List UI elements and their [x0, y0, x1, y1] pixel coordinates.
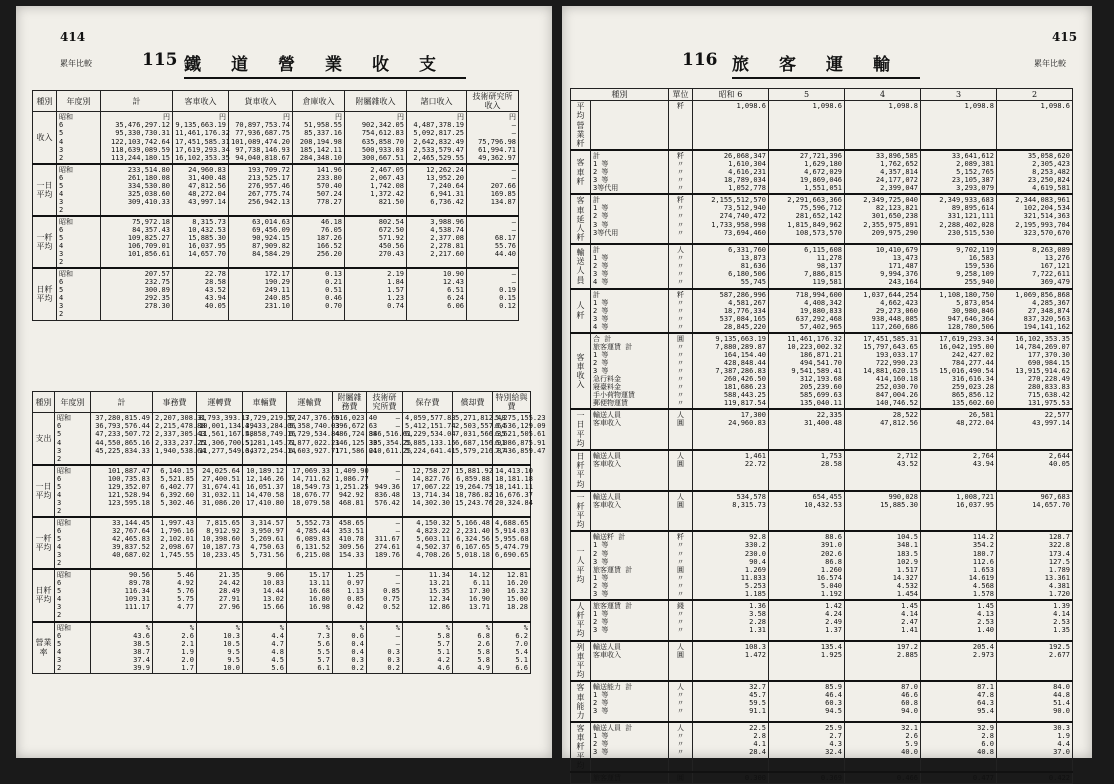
unit-cell: 粁 〃 〃 〃 〃	[669, 289, 693, 333]
passenger-cell: 26,581 48,272.04	[921, 409, 997, 450]
passenger-row	[571, 244, 1073, 288]
expense-cell: 24,025.64 27,400.51 31,674.41 31,032.11 31,086.20	[197, 465, 243, 517]
passenger-cell: 2,349,725,040 82,123,821 301,650,238 2,355,975,891 209,975,290	[845, 194, 921, 244]
expense-cell: 14.12 6.11 17.30 16.90 13.71	[453, 569, 493, 621]
passenger-cell: 84.0 44.8 51.4 90.0	[997, 681, 1073, 722]
expense-cell: 5,166.48 2,231.40 6,324.56 6,167.65 5,018.18	[453, 517, 493, 569]
passenger-row	[571, 450, 1073, 491]
revenue-col-header: 種別	[33, 91, 57, 112]
passenger-cell: 205.4 2.973	[921, 641, 997, 682]
passenger-row	[571, 101, 1073, 150]
table-title-right: 旅客運輸	[732, 50, 920, 79]
passenger-cell: 32.1 2.6 5.9 40.0	[845, 722, 921, 772]
revenue-col-header: 附屬雜收入	[345, 91, 407, 112]
expense-cell: 2,207,308.31 2,215,478.88 2,337,305.43 2,333,237.25 1,940,538.64	[153, 413, 197, 465]
expense-col-header: 事務費	[153, 392, 197, 413]
expense-cell: 12,758.27 14,827.76 17,067.22 13,714.34 14,302.30	[403, 465, 453, 517]
passenger-row-label: 平均營業粁	[571, 101, 591, 150]
passenger-cell: 22,335 31,400.48	[769, 409, 845, 450]
revenue-col-header: 技術研究所收入	[467, 91, 519, 112]
expense-group-row	[33, 413, 531, 465]
expense-group-label: 一日平均	[33, 465, 55, 517]
expense-cell: 6,247,376.60 5,358,740.03 6,729,534.84 6,877,022.21 6,603,927.71	[287, 413, 333, 465]
passenger-cell: 92.8 330.2 230.0 90.4 1.269 11.833 5.253 1.185	[693, 531, 769, 599]
passenger-cell: 6,331,760 13,873 81,636 6,180,506 55,745	[693, 244, 769, 288]
revenue-col-header: 客車收入	[173, 91, 229, 112]
passenger-cell: 87.0 46.6 60.8 94.0	[845, 681, 921, 722]
expense-cell: 458.65 353.51 410.78 309.56 154.33	[333, 517, 367, 569]
expense-cell: % 10.3 10.5 9.5 9.5 10.0	[197, 622, 243, 674]
passenger-row-label: 客車粁平均	[571, 722, 591, 772]
passenger-cell: 0.477	[921, 772, 997, 784]
unit-cell: 圓 〃 〃 〃 〃 〃 〃 〃 〃	[669, 333, 693, 409]
passenger-cell: 10,410,679 13,473 171,487 9,994,376 243,164	[845, 244, 921, 288]
passenger-col-header: 2	[997, 89, 1073, 101]
passenger-row-sublabels: 計 1 等 2 等 3 等 4 等	[591, 244, 669, 288]
expense-cell: 17,069.33 14,711.62 18,549.73 18,676.77 18,079.58	[287, 465, 333, 517]
passenger-cell: 2,349,933,683 89,895,614 331,121,111 2,288,402,028 230,515,530	[921, 194, 997, 244]
passenger-col-header: 4	[845, 89, 921, 101]
passenger-cell: 32.9 2.8 6.0 40.8	[921, 722, 997, 772]
compare-label-right: 累年比較	[1034, 59, 1066, 68]
expense-cell: 516,023.40 396,672.63 486,724.88 346,125.33 171,586.04	[333, 413, 367, 465]
revenue-cell: 207.57 232.75 300.89 292.35 278.30	[101, 268, 173, 320]
expense-cell: 14,413.10 18,181.18 18,141.11 16,676.37 20,324.84	[493, 465, 531, 517]
passenger-cell: 1.36 3.58 2.28 1.31	[693, 600, 769, 641]
expense-col-header: 車輛費	[243, 392, 287, 413]
passenger-row-label	[571, 772, 591, 784]
expense-col-header: 計	[91, 392, 153, 413]
expense-col-header: 償却費	[453, 392, 493, 413]
revenue-cell: 円 4,487,378.19 5,092,817.25 2,642,832.49 2,533,579.47 2,465,529.55	[407, 112, 467, 164]
passenger-row-label: 客車延人粁	[571, 194, 591, 244]
passenger-row	[571, 333, 1073, 409]
expense-group-label: 日粁平均	[33, 569, 55, 621]
table-title-left: 鐵道營業收支	[184, 50, 466, 79]
revenue-cell: 141.96 233.80 570.40 507.24 778.27	[293, 164, 345, 216]
passenger-cell: 1,098.8	[921, 101, 997, 150]
passenger-row	[571, 681, 1073, 722]
revenue-col-header: 倉庫收入	[293, 91, 345, 112]
expense-cell: % 43.6 38.5 38.7 37.4 39.9	[91, 622, 153, 674]
expense-group-row	[33, 517, 531, 569]
fiscal-years: 昭和 6 5 4 3 2	[55, 517, 91, 569]
passenger-row	[571, 289, 1073, 333]
expense-cell: % — — 0.3 0.3 0.2	[367, 622, 403, 674]
passenger-cell: 85.9 46.4 60.3 94.5	[769, 681, 845, 722]
passenger-cell: 135.4 1.925	[769, 641, 845, 682]
revenue-group-label: 收入	[33, 112, 57, 164]
fiscal-years: 昭和 6 5 4 3 2	[57, 112, 101, 164]
expense-cell: 33,144.45 32,767.64 42,465.83 39,837.52 40,687.02	[91, 517, 153, 569]
revenue-cell: 172.17 190.29 249.11 240.85 231.10	[229, 268, 293, 320]
passenger-cell: 0.369	[769, 772, 845, 784]
passenger-cell: 87.1 47.8 64.3 95.4	[921, 681, 997, 722]
passenger-cell: 6,115,608 11,278 98,137 7,886,815 119,581	[769, 244, 845, 288]
passenger-cell: 1,037,644,254 4,662,423 29,273,060 938,448,085 117,260,686	[845, 289, 921, 333]
expense-group-label: 一粁平均	[33, 517, 55, 569]
expense-col-header: 年度別	[55, 392, 91, 413]
expense-cell: 10,189.12 12,146.26 16,051.37 14,470.58 17,410.80	[243, 465, 287, 517]
passenger-row-sublabels: 輸送人員 計 1 等 2 等 3 等	[591, 722, 669, 772]
passenger-cell: 990,028 15,885.30	[845, 491, 921, 532]
expense-cell: % 0.6 0.4 0.4 0.3 0.2	[333, 622, 367, 674]
expense-cell: 37,280,815.49 36,793,576.44 47,233,507.72 44,550,865.16 45,225,834.33	[91, 413, 153, 465]
expense-col-header: 種別	[33, 392, 55, 413]
unit-cell: 粁 〃 〃 〃 〃	[669, 194, 693, 244]
expense-cell: 21.35 24.42 28.49 27.91 27.96	[197, 569, 243, 621]
expense-col-header: 保存費	[403, 392, 453, 413]
revenue-cell: 193,709.72 213,525.17 276,957.46 267,775.74 256,942.13	[229, 164, 293, 216]
passenger-row	[571, 531, 1073, 599]
passenger-cell: 17,300 24,960.83	[693, 409, 769, 450]
revenue-cell: 24,960.83 31,400.48 47,812.56 48,272.04 43,997.14	[173, 164, 229, 216]
page-number-left: 414	[60, 30, 86, 44]
passenger-row-sublabels: 計 1 等 2 等 3 等 3等代用	[591, 194, 669, 244]
expense-group-row	[33, 465, 531, 517]
passenger-cell: 967,683 14,657.70	[997, 491, 1073, 532]
passenger-cell: 22,577 43,997.14	[997, 409, 1073, 450]
revenue-cell: 46.18 76.05 187.26 166.52 256.20	[293, 216, 345, 268]
unit-cell: 粁 〃 〃 〃 圓 〃 〃 〃	[669, 531, 693, 599]
passenger-row	[571, 600, 1073, 641]
passenger-cell: 88.6 391.0 202.6 86.8 1.260 16.574 5.040 1.192	[769, 531, 845, 599]
passenger-cell: 2,764 43.94	[921, 450, 997, 491]
expense-cell: % 5.8 5.7 5.1 4.2 4.6	[403, 622, 453, 674]
revenue-cell: 802.54 672.50 571.92 450.56 270.43	[345, 216, 407, 268]
passenger-cell: 192.5 2.677	[997, 641, 1073, 682]
expense-cell: 4,059,577.83 5,412,151.74 6,229,534.04 5,885,133.15 5,224,641.41	[403, 413, 453, 465]
unit-cell: 人 圓	[669, 409, 693, 450]
passenger-cell: 9,702,119 16,583 159,536 9,258,109 255,940	[921, 244, 997, 288]
expense-cell: — — 0.85 0.75 0.52	[367, 569, 403, 621]
passenger-row-sublabels: 輸送人員 客車收入	[591, 450, 669, 491]
passenger-row-sublabels: 計 1 等 2 等 3 等 4 等	[591, 289, 669, 333]
passenger-cell: 1,753 28.58	[769, 450, 845, 491]
passenger-row-sublabels: 輸送人員 客車收入	[591, 409, 669, 450]
passenger-cell: 1.45 4.14 2.47 1.41	[845, 600, 921, 641]
expense-cell: 1.25 0.97 1.13 0.85 0.42	[333, 569, 367, 621]
passenger-row	[571, 409, 1073, 450]
expense-col-header: 技術研究所費	[367, 392, 403, 413]
passenger-cell: 1,069,856,868 4,285,367 27,348,874 837,320,563 194,141,162	[997, 289, 1073, 333]
revenue-cell: 円 35,476,297.12 95,330,730.31 122,103,742.64 118,639,089.59 113,244,180.15	[101, 112, 173, 164]
passenger-cell: 11,461,176.32 10,223,002.32 186,871.21 494,541.70 9,541,589.41 312,193.68 205,239.60 585,699.63 135,040.11	[769, 333, 845, 409]
passenger-cell: 1,098.6	[693, 101, 769, 150]
passenger-cell: 108.3 1.472	[693, 641, 769, 682]
passenger-row-label: 一日平均	[571, 409, 591, 450]
expense-col-header: 附屬雜務費	[333, 392, 367, 413]
passenger-cell: 1.45 4.13 2.53 1.40	[921, 600, 997, 641]
fiscal-years: 昭和 6 5 4 3 2	[55, 569, 91, 621]
expense-cell: 101,887.47 100,735.83 129,352.07 121,528.94 123,595.18	[91, 465, 153, 517]
revenue-cell: — — 0.19 0.15 0.12	[467, 268, 519, 320]
expense-cell: 5,271,812.48 2,503,557.64 7,031,566.35 6,687,156.91 5,579,216.87	[453, 413, 493, 465]
expense-cell: 7,815.65 8,912.92 10,398.60 10,187.73 10,233.45	[197, 517, 243, 569]
passenger-cell: 0.422	[997, 772, 1073, 784]
unit-cell: 人 圓	[669, 491, 693, 532]
passenger-cell: 22.5 2.8 4.1 28.4	[693, 722, 769, 772]
passenger-cell: 1,098.6	[769, 101, 845, 150]
passenger-row	[571, 722, 1073, 772]
passenger-cell: 114.2 354.2 180.7 112.6 1.653 14.619 4.568 1.578	[921, 531, 997, 599]
expense-cell: 1,409.90 1,086.77 1,251.25 942.92 468.81	[333, 465, 367, 517]
passenger-cell: 26,068,347 1,610,304 4,616,231 18,789,034 1,052,778	[693, 150, 769, 194]
passenger-row-sublabels: 合 計 旅客運賃 計 1 等 2 等 3 等 急行料金 寢臺料金 手小荷物運賃 郵便物運賃	[591, 333, 669, 409]
fiscal-years: 昭和 6 5 4 3 2	[55, 622, 91, 674]
fiscal-years: 昭和 6 5 4 3 2	[55, 465, 91, 517]
revenue-group-row	[33, 112, 519, 164]
passenger-cell: 718,994,600 4,408,342 19,880,833 637,292,468 57,402,965	[769, 289, 845, 333]
revenue-cell: — — 68.17 55.76 44.40	[467, 216, 519, 268]
passenger-cell: 587,286,996 4,581,267 18,776,334 537,084,165 28,845,220	[693, 289, 769, 333]
revenue-cell: 0.13 0.21 0.51 0.46 0.70	[293, 268, 345, 320]
revenue-cell: 22.78 28.58 43.52 43.94 40.05	[173, 268, 229, 320]
passenger-col-header: 昭和 6	[693, 89, 769, 101]
unit-cell: 粁	[669, 101, 693, 150]
expense-cell: % 4.4 4.7 4.8 4.5 5.6	[243, 622, 287, 674]
passenger-row-sublabels: 輸送人員 客車收入	[591, 491, 669, 532]
expense-cell: 3,314.57 3,950.97 5,269.61 4,750.63 5,731.56	[243, 517, 287, 569]
passenger-row-sublabels: 輸送人員 客車收入	[591, 641, 669, 682]
page-number-right: 415	[1052, 30, 1078, 44]
expense-cell: 11.34 13.21 15.35 12.34 12.86	[403, 569, 453, 621]
revenue-table	[32, 90, 519, 321]
passenger-row-sublabels: 旅客運賃 計 1 等 2 等 3 等	[591, 600, 669, 641]
passenger-cell: 1.39 4.14 2.53 1.35	[997, 600, 1073, 641]
passenger-cell: 1,098.8	[845, 101, 921, 150]
passenger-cell: 30.3 1.9 4.4 37.0	[997, 722, 1073, 772]
revenue-col-header: 貨車收入	[229, 91, 293, 112]
revenue-cell: — — 207.66 169.85 134.87	[467, 164, 519, 216]
revenue-cell: 63,014.63 69,456.09 90,924.15 87,909.82 84,584.29	[229, 216, 293, 268]
passenger-cell: 9,135,663.19 7,880,289.87 164,154.40 428,848.44 7,387,286.83 260,426.50 181,686.23 588,443.25 119,817.54	[693, 333, 769, 409]
expense-cell: 5,552.73 4,785.44 6,089.83 6,131.52 6,215.08	[287, 517, 333, 569]
expense-col-header: 運轉費	[197, 392, 243, 413]
passenger-row-sublabels: 輸送粁 計 1 等 2 等 3 等 旅客運賃 計 1 等 2 等 3 等	[591, 531, 669, 599]
passenger-cell: 104.5 348.1 183.5 102.9 1.517 14.327 4.532 1.454	[845, 531, 921, 599]
passenger-cell: 2,291,663,366 75,596,712 281,652,142 1,815,849,962 108,573,570	[769, 194, 845, 244]
passenger-table	[570, 88, 1073, 784]
passenger-row-sublabels: 輸送能力 計 1 等 2 等 3 等	[591, 681, 669, 722]
passenger-cell: 33,896,585 1,762,652 4,357,814 24,177,072 2,399,047	[845, 150, 921, 194]
passenger-row-label: 人粁平均	[571, 600, 591, 641]
unit-cell: 人 圓	[669, 450, 693, 491]
expense-cell: 4,688.65 5,914.03 5,955.68 5,474.79 6,690.65	[493, 517, 531, 569]
expense-cell: 5.46 4.92 5.76 5.75 4.77	[153, 569, 197, 621]
passenger-cell: 27,721,396 1,629,180 4,672,029 19,869,046 1,551,051	[769, 150, 845, 194]
revenue-col-header: 年度別	[57, 91, 101, 112]
right-page	[562, 6, 1092, 782]
passenger-row-label: 一人平均	[571, 531, 591, 599]
revenue-col-header: 計	[101, 91, 173, 112]
fiscal-years: 昭和 6 5 4 3 2	[57, 164, 101, 216]
passenger-row-label: 列車平均	[571, 641, 591, 682]
expense-cell: 90.56 89.78 116.34 109.31 111.17	[91, 569, 153, 621]
expense-group-label: 營業率	[33, 622, 55, 674]
passenger-row-label: 人粁	[571, 289, 591, 333]
unit-cell: 圓	[669, 772, 693, 784]
revenue-group-label: 日粁平均	[33, 268, 57, 320]
expense-cell: — — 949.36 836.48 576.42	[367, 465, 403, 517]
expense-cell: 15,881.92 6,859.88 19,264.75 18,786.82 15,243.76	[453, 465, 493, 517]
expense-group-row	[33, 622, 531, 674]
expense-group-row	[33, 569, 531, 621]
fiscal-years: 昭和 6 5 4 3 2	[57, 268, 101, 320]
passenger-row	[571, 772, 1073, 784]
passenger-cell: 2,344,083,961 102,204,534 321,514,363 2,195,993,704 323,570,670	[997, 194, 1073, 244]
revenue-cell: 8,315.73 10,432.53 15,885.30 16,037.95 14,657.70	[173, 216, 229, 268]
revenue-group-row	[33, 268, 519, 320]
revenue-cell: 12,262.24 13,952.20 7,240.64 6,941.31 6,736.42	[407, 164, 467, 216]
passenger-cell: 0.300	[693, 772, 769, 784]
passenger-cell: 35,058,620 2,305,423 8,253,482 23,250,824 4,619,581	[997, 150, 1073, 194]
revenue-group-row	[33, 216, 519, 268]
passenger-row	[571, 194, 1073, 244]
passenger-row-label: 輸送人員	[571, 244, 591, 288]
expense-cell: 8,793,393.17 10,001,134.39 11,561,167.48 11,306,700.51 11,277,549.34	[197, 413, 243, 465]
revenue-cell: 円 902,342.05 754,612.83 635,858.70 500,933.03 300,667.51	[345, 112, 407, 164]
table-number-right: 116	[682, 50, 718, 70]
passenger-row-sublabels: 計 1 等 2 等 3 等 3等代用	[591, 150, 669, 194]
passenger-cell: 534,578 8,315.73	[693, 491, 769, 532]
revenue-cell: 233,514.80 261,180.08 334,530.80 325,038.60 309,410.33	[101, 164, 173, 216]
expense-cell: 5,275,155.23 6,536,129.09 6,621,505.61 6,086,875.91 7,436,859.47	[493, 413, 531, 465]
expense-cell: — — 311.67 274.61 189.76	[367, 517, 403, 569]
revenue-col-header: 諸口收入	[407, 91, 467, 112]
passenger-cell: 28,522 47,812.56	[845, 409, 921, 450]
passenger-cell: 1,461 22.72	[693, 450, 769, 491]
revenue-cell: 2.19 1.84 1.57 1.23 0.74	[345, 268, 407, 320]
revenue-cell: 10.90 12.43 6.51 6.24 6.06	[407, 268, 467, 320]
passenger-cell: 0.466	[845, 772, 921, 784]
revenue-cell: 円 70,897,753.74 77,936,687.75 101,089,474.20 97,738,146.93 94,040,818.67	[229, 112, 293, 164]
expense-cell: % 6.2 7.0 5.4 5.1 6.6	[493, 622, 531, 674]
passenger-cell: 16,102,353.35 14,784,269.07 177,370.30 690,984.15 13,915,914.62 270,228.49 280,833.83 715,638.42 131,975.53	[997, 333, 1073, 409]
revenue-cell: 円 51,958.55 85,337.16 208,194.98 185,142.11 284,348.10	[293, 112, 345, 164]
passenger-cell: 33,641,612 2,089,381 5,152,765 23,105,387 3,293,079	[921, 150, 997, 194]
revenue-group-label: 一粁平均	[33, 216, 57, 268]
passenger-row-label: 一粁平均	[571, 491, 591, 532]
passenger-row	[571, 491, 1073, 532]
passenger-cell: 2,644 40.05	[997, 450, 1073, 491]
fiscal-years: 昭和 6 5 4 3 2	[55, 413, 91, 465]
left-page	[16, 6, 552, 758]
expense-cell: 1,997.43 1,796.16 2,102.01 2,098.67 1,745.55	[153, 517, 197, 569]
expense-cell: 15.17 13.11 16.68 16.80 16.98	[287, 569, 333, 621]
compare-label-left: 累年比較	[60, 59, 92, 68]
passenger-cell: 197.2 2.885	[845, 641, 921, 682]
unit-cell: 人 〃 〃 〃	[669, 681, 693, 722]
revenue-cell: 円 — — 75,796.98 61,994.71 49,362.97	[467, 112, 519, 164]
passenger-cell: 32.7 45.7 59.5 91.1	[693, 681, 769, 722]
revenue-group-row	[33, 164, 519, 216]
revenue-cell: 円 9,135,663.19 11,461,176.32 17,451,585.31 17,619,293.34 16,102,353.35	[173, 112, 229, 164]
passenger-row-label: 客車收入	[571, 333, 591, 409]
expense-col-header: 運輸費	[287, 392, 333, 413]
expense-cell: — — 346,516.61 305,354.25 210,611.25	[367, 413, 403, 465]
expense-header-row	[33, 392, 531, 413]
passenger-col-header: 3	[921, 89, 997, 101]
passenger-cell: 8,263,089 13,276 167,121 7,722,611 369,479	[997, 244, 1073, 288]
expense-group-label: 支出	[33, 413, 55, 465]
passenger-cell: 1,008,721 16,037.95	[921, 491, 997, 532]
unit-cell: 人 〃 〃 〃 〃	[669, 244, 693, 288]
passenger-cell: 128.7 322.8 173.4 127.5 1.789 13.361 4.381 1.720	[997, 531, 1073, 599]
passenger-cell: 1.42 4.24 2.49 1.37	[769, 600, 845, 641]
unit-cell: 人 〃 〃 〃	[669, 722, 693, 772]
expense-cell: 9.06 10.83 14.44 13.02 15.66	[243, 569, 287, 621]
expense-cell: % 6.8 2.6 5.8 5.8 4.9	[453, 622, 493, 674]
expense-col-header: 特別給與費	[493, 392, 531, 413]
passenger-row-sublabels: 旅客運賃	[591, 772, 669, 784]
passenger-col-header: 5	[769, 89, 845, 101]
expense-table	[32, 391, 546, 674]
passenger-col-header: 種別	[571, 89, 669, 101]
fiscal-years: 昭和 6 5 4 3 2	[57, 216, 101, 268]
table-number-left: 115	[142, 50, 178, 70]
passenger-row	[571, 150, 1073, 194]
passenger-cell: 1,108,180,750 5,873,054 30,980,846 947,646,364 128,780,506	[921, 289, 997, 333]
passenger-row-label: 客車粁	[571, 150, 591, 194]
passenger-cell: 2,712 43.52	[845, 450, 921, 491]
passenger-cell: 17,451,585.31 15,797,643.65 193,033.17 722,990.23 14,881,620.15 414,160.18 252,030.70 847,004.26 140,746.52	[845, 333, 921, 409]
unit-cell: 錢 〃 〃 〃	[669, 600, 693, 641]
expense-cell: % 7.3 5.6 5.5 5.7 6.1	[287, 622, 333, 674]
revenue-cell: 75,972.18 84,357.43 109,825.27 106,709.01 101,856.61	[101, 216, 173, 268]
passenger-cell: 2,155,512,570 73,512,940 274,740,472 1,733,958,998 73,694,460	[693, 194, 769, 244]
revenue-header-row	[33, 91, 519, 112]
passenger-col-header: 單位	[669, 89, 693, 101]
expense-cell: 4,150.32 4,823.22 5,603.11 4,502.37 4,708.26	[403, 517, 453, 569]
expense-cell: 12.81 16.20 16.32 15.00 18.28	[493, 569, 531, 621]
expense-cell: % 2.6 2.1 1.9 2.0 1.7	[153, 622, 197, 674]
passenger-cell: 654,455 10,432.53	[769, 491, 845, 532]
passenger-row-label: 日粁平均	[571, 450, 591, 491]
passenger-cell: 1,098.6	[997, 101, 1073, 150]
revenue-group-label: 一日平均	[33, 164, 57, 216]
unit-cell: 人 圓	[669, 641, 693, 682]
unit-cell: 粁 〃 〃 〃 〃	[669, 150, 693, 194]
passenger-header-row	[571, 89, 1073, 101]
expense-cell: 3,729,219.57 4,433,284.06 5,858,749.16 5,281,145.71 6,372,254.14	[243, 413, 287, 465]
passenger-row	[571, 641, 1073, 682]
passenger-row-sublabels	[591, 101, 669, 150]
passenger-cell: 17,619,293.34 16,042,195.00 242,427.02 784,277.44 15,016,490.54 316,616.34 259,023.28 865,856.12 135,602.60	[921, 333, 997, 409]
passenger-row-label: 客車能力	[571, 681, 591, 722]
revenue-cell: 3,988.96 4,538.74 2,377.08 2,278.81 2,217.60	[407, 216, 467, 268]
expense-cell: 6,140.15 5,521.85 6,402.77 6,392.60 5,302.46	[153, 465, 197, 517]
revenue-cell: 2,467.05 2,067.43 1,742.08 1,372.42 821.50	[345, 164, 407, 216]
passenger-cell: 25.9 2.7 4.3 32.4	[769, 722, 845, 772]
